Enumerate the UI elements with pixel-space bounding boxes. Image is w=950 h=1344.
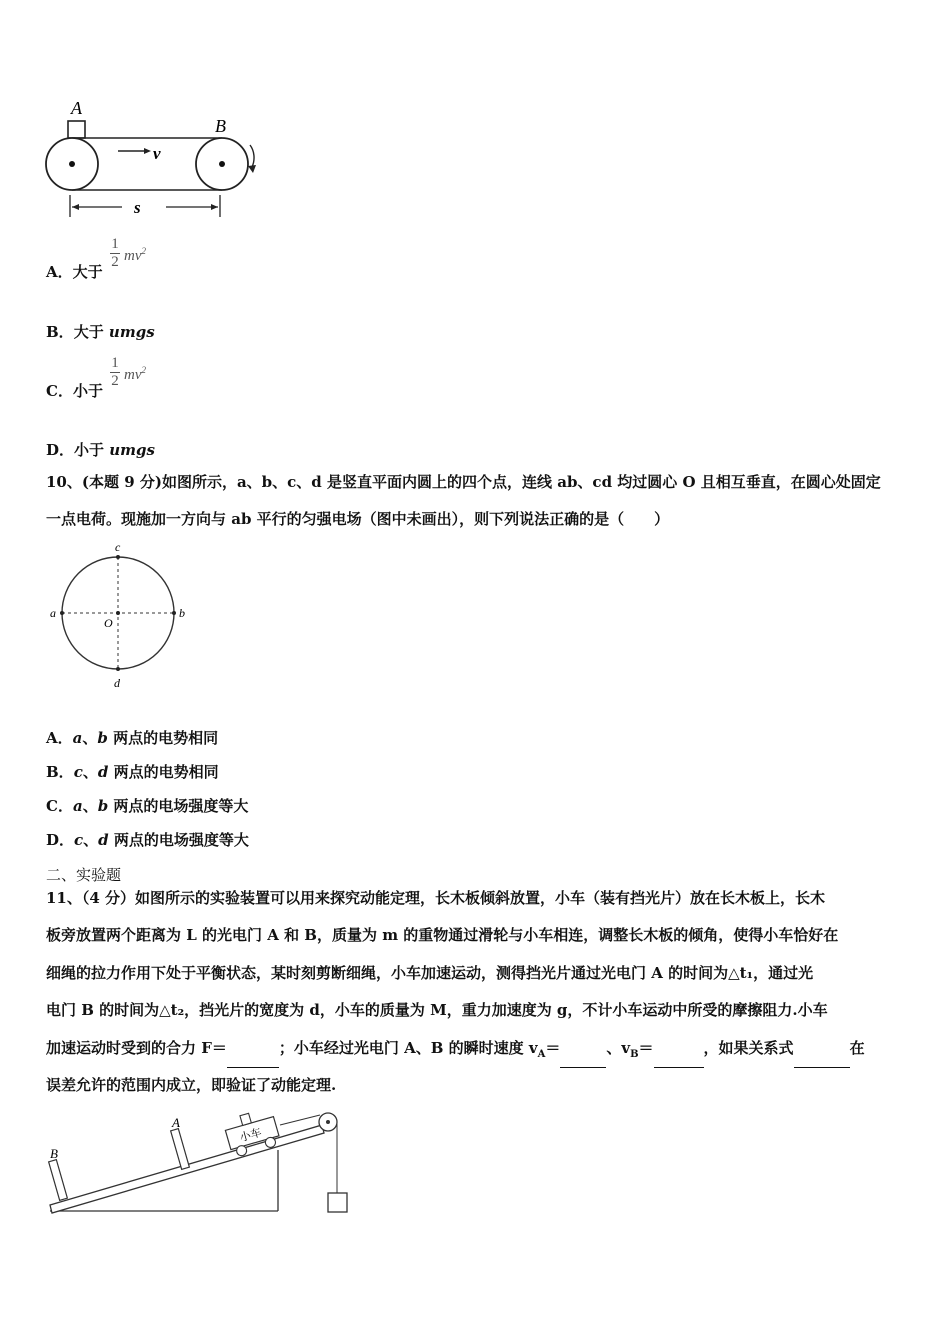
question-11-line-2: 板旁放置两个距离为 L 的光电门 A 和 B，质量为 m 的重物通过滑轮与小车相连，调整长木板的倾角，使得小车恰好在 bbox=[46, 926, 839, 944]
option-b[interactable]: B．c、d 两点的电势相同 bbox=[46, 763, 219, 781]
figure-label-a: A bbox=[71, 98, 82, 118]
answer-blank-vb[interactable] bbox=[654, 1030, 704, 1068]
option-text: 大于 bbox=[72, 263, 103, 281]
cart-label: 小车 bbox=[238, 1126, 264, 1145]
point-a-label: a bbox=[50, 606, 56, 620]
section-title: 二、实验题 bbox=[46, 866, 122, 884]
question-10-line-2: 一点电荷。现施加一方向与 ab 平行的匀强电场（图中未画出），则下列说法正确的是（ ） bbox=[46, 510, 670, 528]
option-text: 小于 bbox=[74, 441, 110, 459]
circle-figure bbox=[44, 540, 194, 690]
answer-blank-relation[interactable] bbox=[794, 1030, 850, 1068]
answer-blank-force[interactable] bbox=[227, 1030, 279, 1068]
answer-blank-va[interactable] bbox=[560, 1030, 606, 1068]
option-letter: B． bbox=[46, 323, 74, 341]
question-11-line-4: 电门 B 的时间为△t₂，挡光片的宽度为 d，小车的质量为 M，重力加速度为 g，不计小车运动中所受的摩擦阻力.小车 bbox=[46, 1001, 828, 1019]
option-b[interactable] bbox=[46, 321, 155, 342]
point-o-label: O bbox=[104, 616, 113, 630]
option-letter: C． bbox=[46, 382, 73, 400]
photogate-a-label: A bbox=[172, 1115, 180, 1130]
question-11-line-1: 11、（4 分）如图所示的实验装置可以用来探究动能定理，长木板倾斜放置，小车（装有挡光片）放在长木板上，长木 bbox=[46, 889, 826, 907]
option-a[interactable]: A．a、b 两点的电势相同 bbox=[46, 729, 219, 747]
expression-mv2: $mv^2$ bbox=[124, 365, 146, 383]
option-expr: umgs bbox=[109, 441, 155, 459]
point-d-label: d bbox=[114, 676, 120, 690]
option-letter: D． bbox=[46, 441, 75, 459]
question-11-line-3: 细绳的拉力作用下处于平衡状态，某时刻剪断细绳，小车加速运动，测得挡光片通过光电门 A 的时间为△t₁，通过光 bbox=[46, 964, 814, 982]
point-b-label: b bbox=[179, 606, 185, 620]
option-expr: umgs bbox=[108, 323, 155, 341]
photogate-b-label: B bbox=[50, 1146, 58, 1161]
option-text: 大于 bbox=[73, 323, 109, 341]
incline-apparatus-figure bbox=[40, 1105, 370, 1220]
photogate-a bbox=[171, 1129, 190, 1170]
figure-label-s: s bbox=[134, 198, 141, 217]
block-a bbox=[68, 121, 85, 138]
hanging-weight bbox=[328, 1193, 347, 1212]
fraction-one-half: 1 2 bbox=[111, 355, 119, 389]
option-c[interactable]: C．a、b 两点的电场强度等大 bbox=[46, 797, 249, 815]
figure-label-b: B bbox=[215, 116, 226, 136]
question-11-line-6: 误差允许的范围内成立，即验证了动能定理. bbox=[46, 1076, 337, 1094]
incline-board bbox=[50, 1125, 324, 1213]
option-d[interactable]: D．c、d 两点的电场强度等大 bbox=[46, 831, 249, 849]
photogate-b bbox=[49, 1160, 68, 1201]
question-10-line-1: 10、(本题 9 分)如图所示，a、b、c、d 是竖直平面内圆上的四个点，连线 ab、cd 均过圆心 O 且相互垂直，在圆心处固定 bbox=[46, 473, 881, 491]
option-c[interactable] bbox=[46, 380, 103, 401]
expression-mv2: $mv^2$ bbox=[124, 246, 146, 264]
option-text: 小于 bbox=[72, 382, 103, 400]
option-a[interactable] bbox=[46, 261, 103, 282]
option-letter: A． bbox=[46, 263, 73, 281]
question-11-line-5: 加速运动时受到的合力 F＝ ；小车经过光电门 A、B 的瞬时速度 $v_A=$ 、$v_B=$ ，如果关系式 在 bbox=[46, 1030, 865, 1073]
point-c-label: c bbox=[115, 540, 121, 554]
conveyor-belt-figure bbox=[40, 95, 270, 225]
figure-label-v: v bbox=[153, 144, 161, 163]
option-d[interactable] bbox=[46, 439, 155, 460]
fraction-one-half: 1 2 bbox=[111, 236, 119, 270]
